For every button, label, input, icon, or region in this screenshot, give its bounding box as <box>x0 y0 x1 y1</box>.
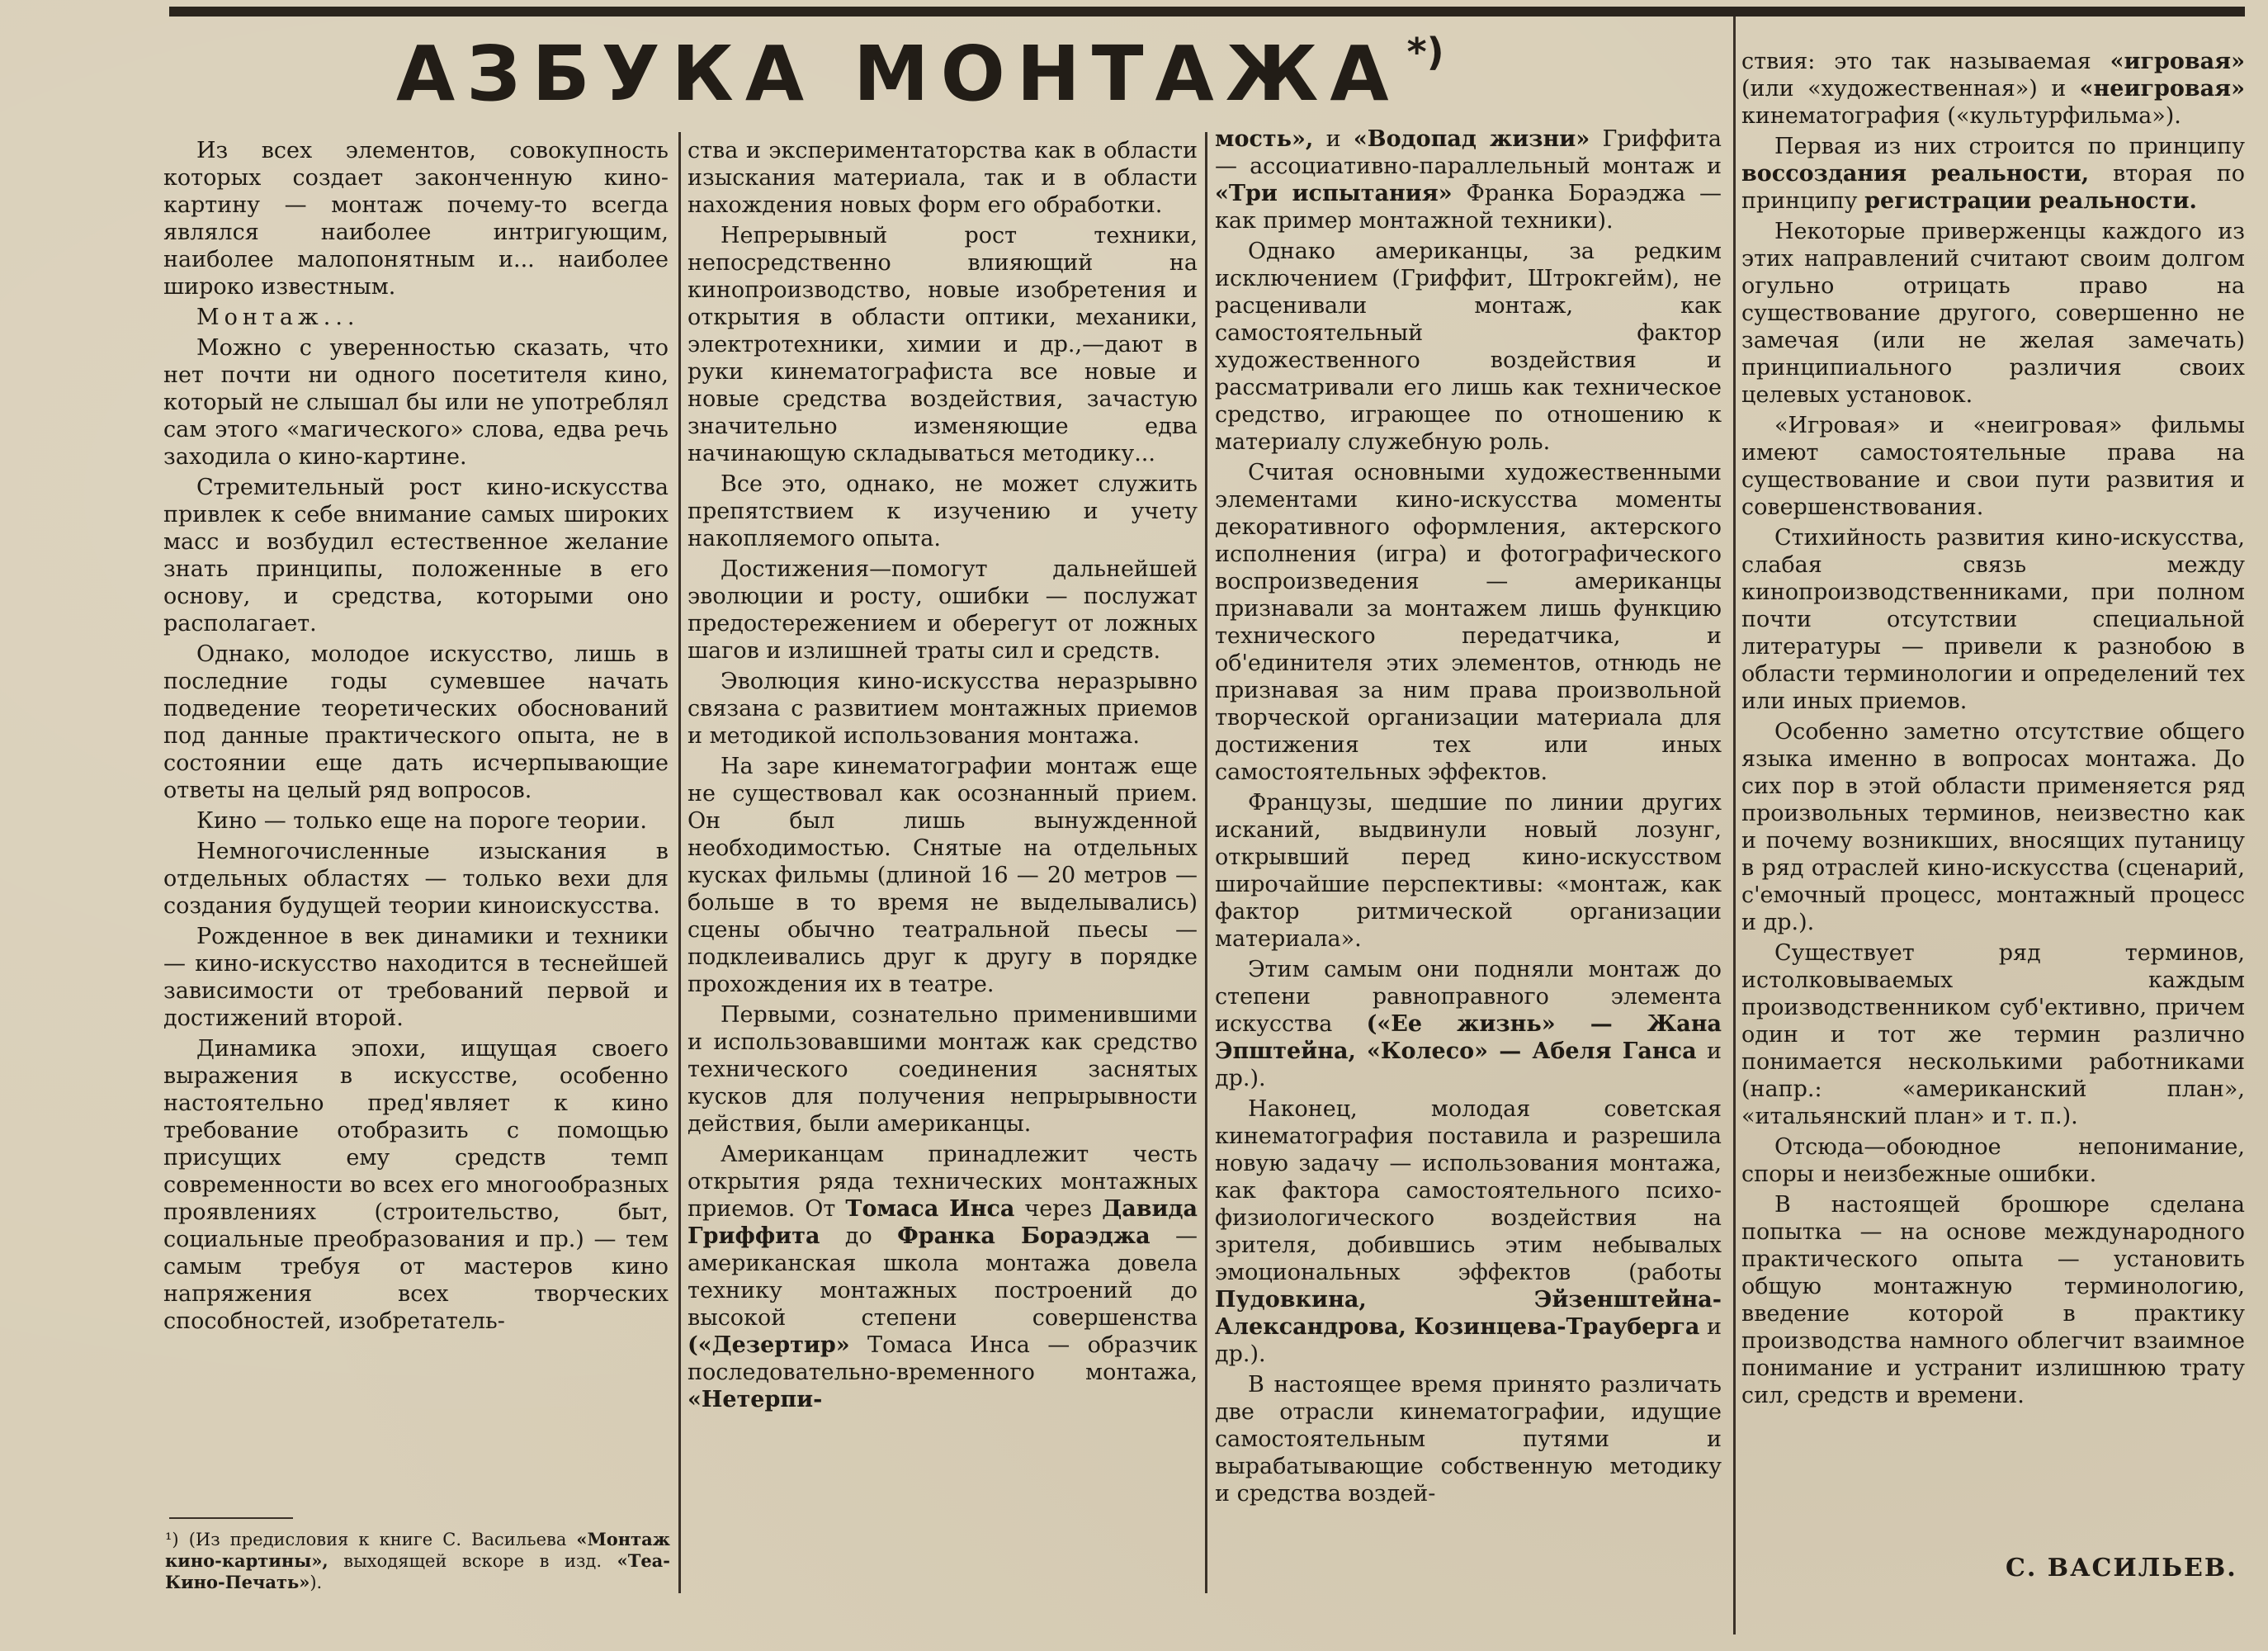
paragraph: мость», и «Водопад жизни» Гриффита — ассоциативно-параллельный монтаж и «Три испытания» Франка Бораэджа — как пример монтажной техники). <box>1215 126 1722 234</box>
column-divider <box>678 132 681 1593</box>
article-title: АЗБУКА МОНТАЖА *) <box>396 30 1444 118</box>
column-divider <box>1205 132 1207 1593</box>
paragraph: ства и экспериментаторства как в области изыскания материала, так и в области нахождения новых форм его обработки. <box>687 138 1198 218</box>
paragraph: В настоящей брошюре сделана попытка — на основе международного практического опыта — установить общую монтажную терминологию, введение которой в практику производства намного облегчит взаимное понимание и устранит излишнюю трату сил, средств и времени. <box>1741 1192 2245 1408</box>
paragraph: Динамика эпохи, ищущая своего выражения в искусстве, особенно настоятельно пред'являет к кино требование отобразить с помощью присущих ему средств темп современности во всех его многообразных проявлениях (строительство, быт, социальные преобразования и пр.) — тем самым требуя от мастеров кино напряжения всех творческих способностей, изобретатель- <box>163 1036 669 1334</box>
paragraph: Первая из них строится по принципу воссоздания реальности, вторая по принципу регистрации реальности. <box>1741 134 2245 214</box>
paragraph: Непрерывный рост техники, непосредственно влияющий на кинопроизводство, новые изобретения и открытия в области оптики, механики, электротехники, химии и др.,—дают в руки кинематографиста все новые и новые средства воздействия, зачастую значительно изменяющие едва начинающую складываться методику... <box>687 223 1198 466</box>
paragraph: Эволюция кино-искусства неразрывно связана с развитием монтажных приемов и методикой использования монтажа. <box>687 669 1198 749</box>
paragraph: Американцам принадлежит честь открытия ряда технических монтажных приемов. От Томаса Инса через Давида Гриффита до Франка Бораэджа — американская школа монтажа довела технику монтажных построений до высокой степени совершенства («Дезертир» Томаса Инса — образчик последовательно-временного монтажа, «Нетерпи- <box>687 1142 1198 1412</box>
paragraph: Существует ряд терминов, истолковываемых каждым производственником суб'ективно, причем один и тот же термин различно понимается несколькими работниками (напр.: «американский план», «итальянский план» и т. п.). <box>1741 940 2245 1129</box>
column-divider <box>1733 17 1736 1634</box>
paragraph: Отсюда—обоюдное непонимание, споры и неизбежные ошибки. <box>1741 1134 2245 1187</box>
paragraph: Монтаж... <box>196 305 360 330</box>
paragraph: Немногочисленные изыскания в отдельных областях — только вехи для создания будущей теории киноискусства. <box>163 839 669 919</box>
paragraph: «Игровая» и «неигровая» фильмы имеют самостоятельные права на существование и свои пути развития и совершенствования. <box>1741 413 2245 520</box>
paragraph: Стремительный рост кино-искусства привлек к себе внимание самых широких масс и возбудил естественное желание знать принципы, положенные в его основу, и средства, которыми оно располагает. <box>163 475 669 636</box>
paragraph: Можно с уверенностью сказать, что нет почти ни одного посетителя кино, который не слышал бы или не употреблял сам этого «магического» слова, едва речь заходила о кино-картине. <box>163 335 669 470</box>
paragraph: Этим самым они подняли монтаж до степени равноправного элемента искусства («Ее жизнь» — Жана Эпштейна, «Колесо» — Абеля Ганса и др.). <box>1215 957 1722 1091</box>
footnote-rule <box>169 1517 293 1519</box>
footnote: ¹) (Из предисловия к книге С. Васильева «Монтаж кино-картины», выходящей вскоре в изд. «Теа-Кино-Печать»). <box>165 1529 670 1592</box>
paragraph: Из всех элементов, совокупность которых создает законченную кино-картину — монтаж почему-то всегда являлся наиболее интригующим, наиболее малопонятным и... наиболее широко известным. <box>163 138 669 300</box>
paragraph: Первыми, сознательно применившими и использовавшими монтаж как средство технического соединения заснятых кусков для получения непрырывности действия, были американцы. <box>687 1002 1198 1137</box>
paragraph: Считая основными художественными элементами кино-искусства моменты декоративного оформления, актерского исполнения (игра) и фотографического воспроизведения — американцы признавали за монтажем лишь функцию технического передатчика, и об'единителя этих элементов, отнюдь не признавая за ним права произвольной творческой организации материала для достижения тех или иных самостоятельных эффектов. <box>1215 460 1722 785</box>
paragraph: Рожденное в век динамики и техники — кино-искусство находится в теснейшей зависимости от требований первой и достижений второй. <box>163 924 669 1031</box>
top-rule <box>169 7 2245 17</box>
paragraph: Все это, однако, не может служить препятствием к изучению и учету накопляемого опыта. <box>687 471 1198 551</box>
paragraph: Однако, молодое искусство, лишь в последние годы сумевшее начать подведение теоретических обоснований под данные практического опыта, не в состоянии еще дать исчерпывающие ответы на целый ряд вопросов. <box>163 641 669 803</box>
author-signature: С. ВАСИЛЬЕВ. <box>2006 1554 2237 1582</box>
article-column-4 <box>1741 48 2245 1550</box>
paragraph: Некоторые приверженцы каждого из этих направлений считают своим долгом огульно отрицать право на существование другого, совершенно не замечая (или не желая замечать) принципиального различия своих целевых установок. <box>1741 219 2245 408</box>
paragraph: Стихийность развития кино-искусства, слабая связь между кинопроизводственниками, при полном почти отсутствии специальной литературы — привели к разнобою в области терминологии и определений тех или иных приемов. <box>1741 525 2245 714</box>
paragraph: Наконец, молодая советская кинематография поставила и разрешила новую задачу — использования монтажа, как фактора самостоятельного психо-физиологического воздействия на зрителя, добившись этим небывалых эмоциональных эффектов (работы Пудовкина, Эйзенштейна-Александрова, Козинцева-Трауберга и др.). <box>1215 1096 1722 1367</box>
paragraph: Особенно заметно отсутствие общего языка именно в вопросах монтажа. До сих пор в этой области применяется ряд произвольных терминов, неизвестно как и почему возникших, вносящих путаницу в ряд отраслей кино-искусства (сценарий, с'емочный процесс, монтажный процесс и др.). <box>1741 719 2245 935</box>
title-footnote-mark: *) <box>1406 30 1444 74</box>
article-column-2 <box>687 137 1198 1598</box>
paragraph: В настоящее время принято различать две отрасли кинематографии, идущие самостоятельным путями и вырабатывающие собственную методику и средства воздей- <box>1215 1372 1722 1507</box>
paragraph: Однако американцы, за редким исключением (Гриффит, Штрокгейм), не расценивали монтаж, как самостоятельный фактор художественного воздействия и рассматривали его лишь как техническое средство, играющее по отношению к материалу служебную роль. <box>1215 239 1722 455</box>
paragraph: Кино — только еще на пороге теории. <box>196 808 647 834</box>
article-column-3 <box>1215 125 1722 1595</box>
paragraph: На заре кинематографии монтаж еще не существовал как осознанный прием. Он был лишь вынужденной необходимостью. Снятые на отдельных кусках фильмы (длиной 16 — 20 метров — больше в то время не выделывались) сцены обычно театральной пьесы — подклеивались друг к другу в порядке прохождения их в театре. <box>687 754 1198 997</box>
paragraph: Достижения—помогут дальнейшей эволюции и росту, ошибки — послужат предостережением и оберегут от ложных шагов и излишней траты сил и средств. <box>687 556 1198 664</box>
paragraph: ствия: это так называемая «игровая» (или «художественная») и «неигровая» кинематография («культурфильма»). <box>1741 49 2245 129</box>
article-column-1 <box>163 137 669 1507</box>
paragraph: Французы, шедшие по линии других исканий, выдвинули новый лозунг, открывший перед кино-искусством широчайшие перспективы: «монтаж, как фактор ритмической организации материала». <box>1215 790 1722 952</box>
